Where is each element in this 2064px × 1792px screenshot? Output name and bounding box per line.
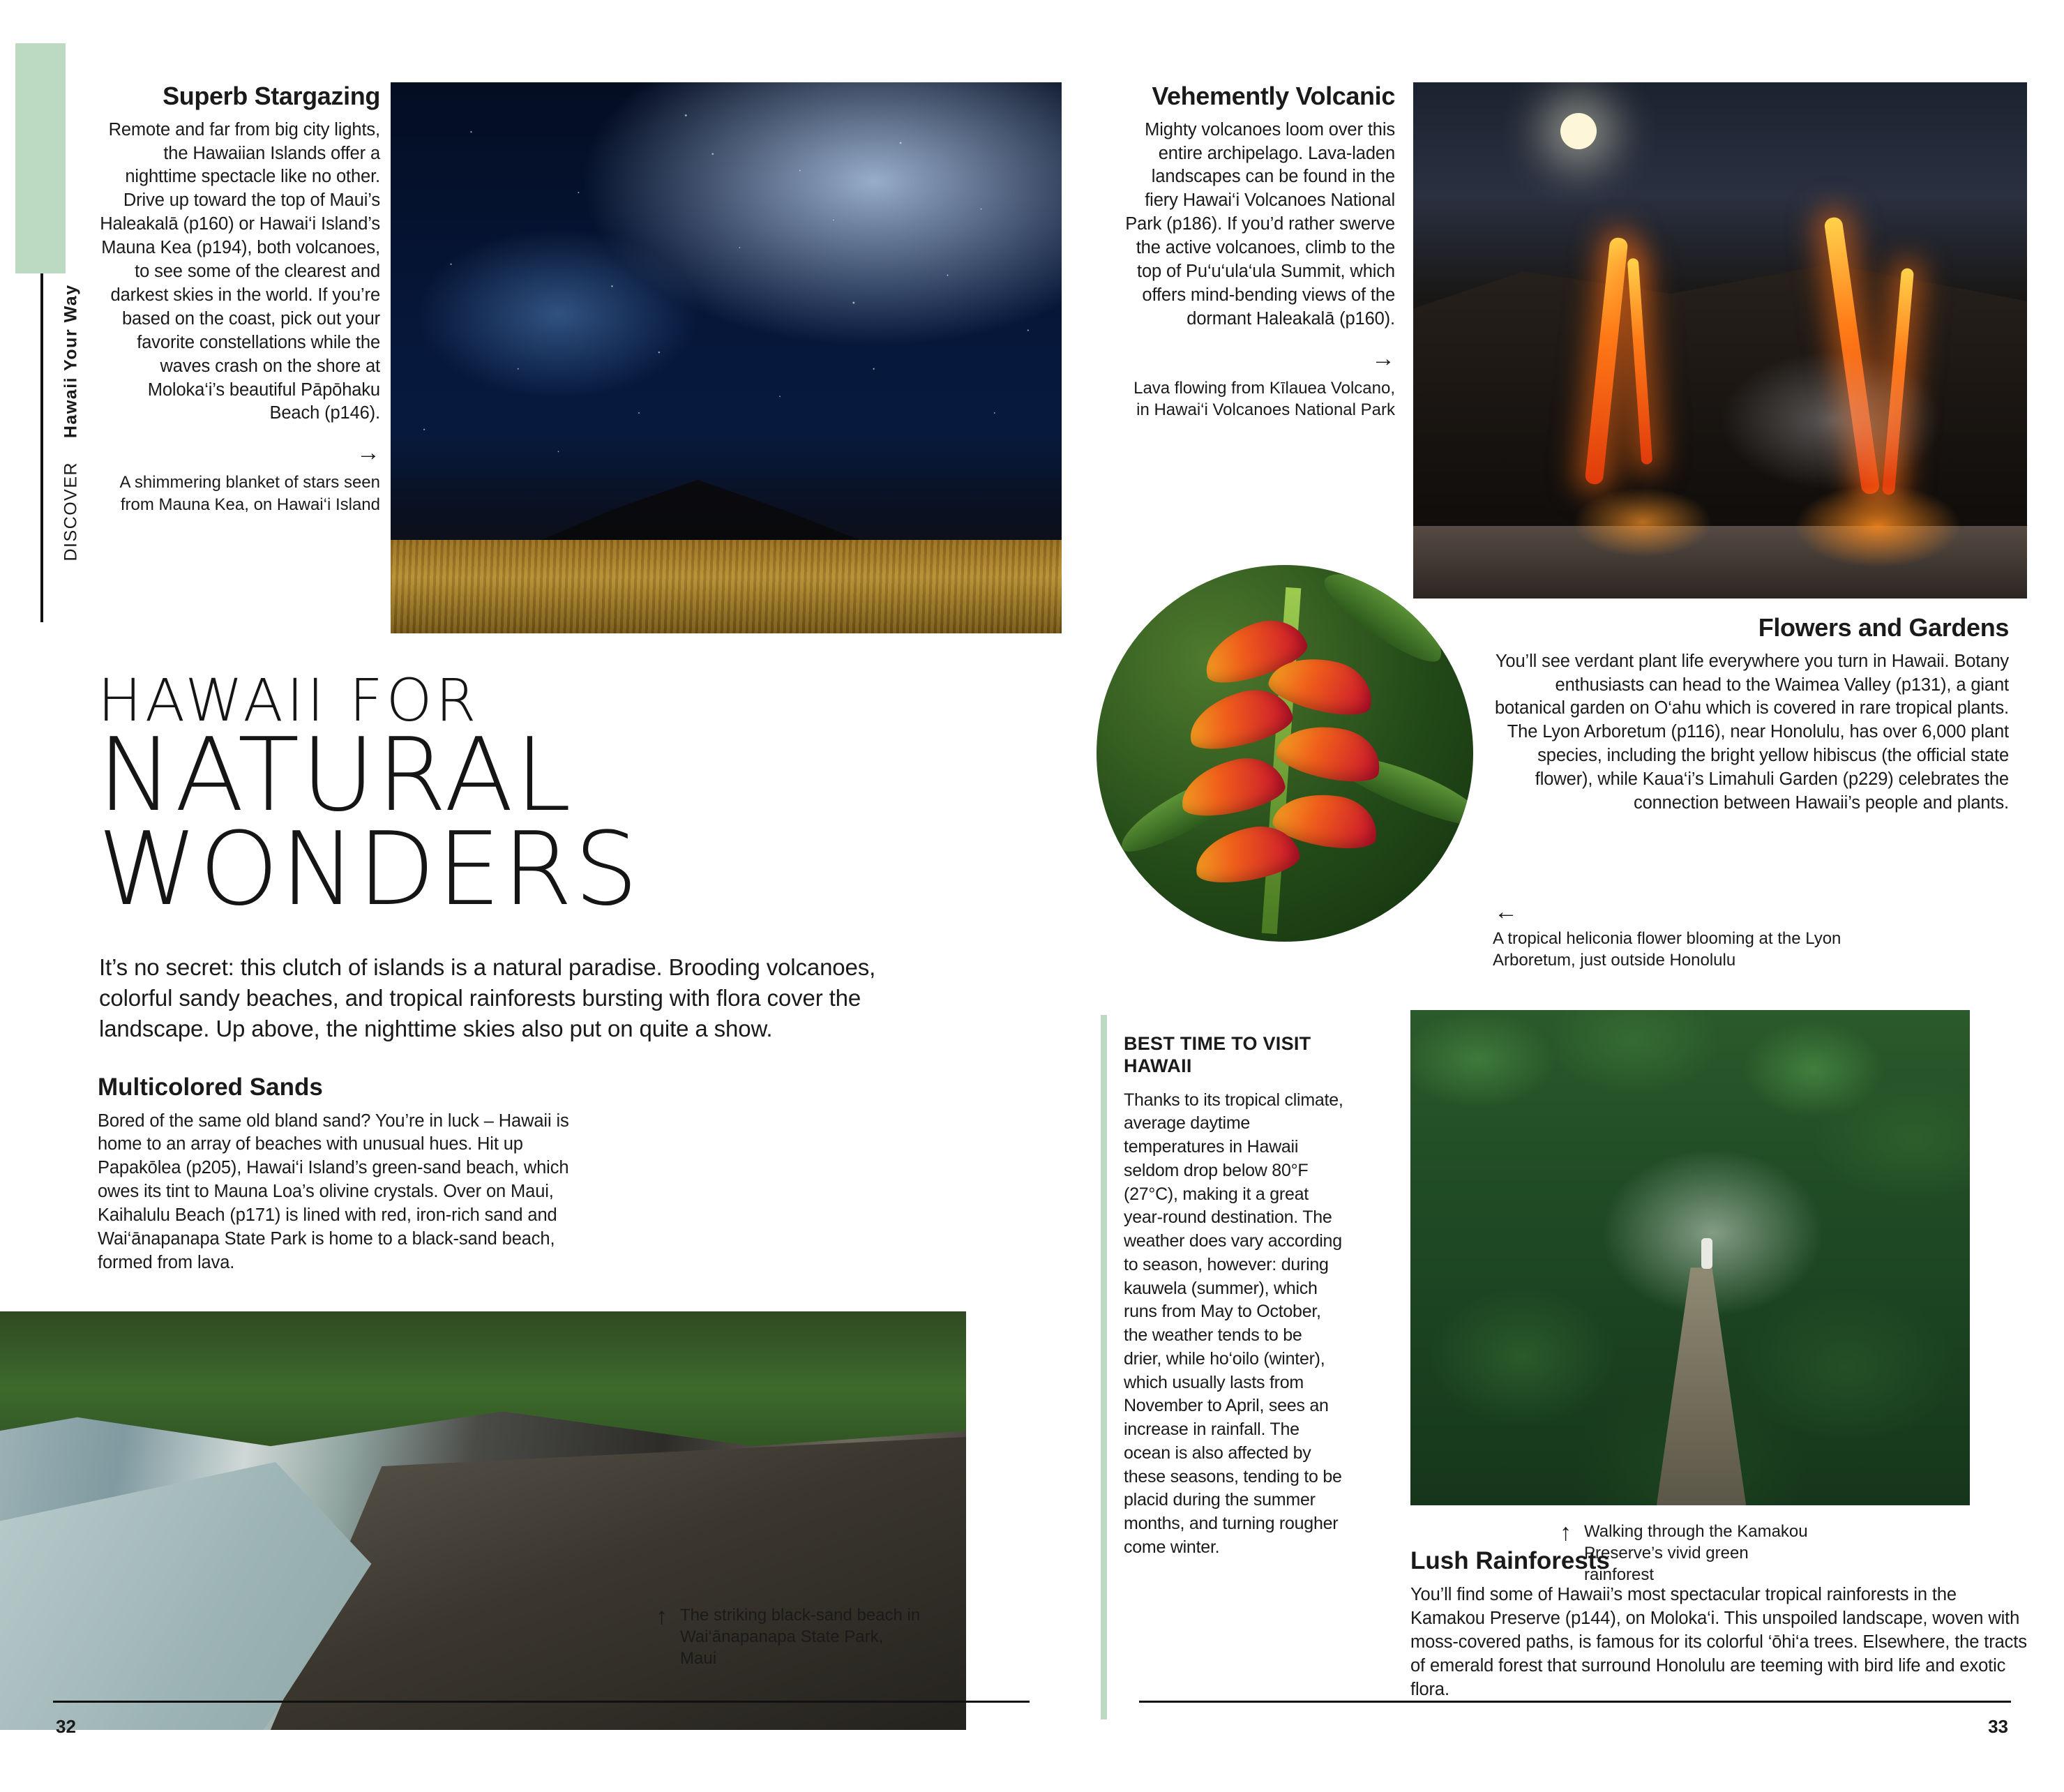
image-heliconia-flower <box>1090 558 1480 949</box>
arrow-up-icon: ↑ <box>656 1603 668 1629</box>
image-night-sky <box>391 82 1062 633</box>
page-number-right: 33 <box>1988 1716 2008 1737</box>
section-lush-rainforests <box>1410 1547 2027 1702</box>
volcanic-caption: Lava flowing from Kīlauea Volcano, in Hawai‘i Volcanoes National Park <box>1133 378 1395 419</box>
green-tab-marker <box>15 43 66 273</box>
section-flowers-gardens <box>1493 614 2009 815</box>
headline-line-2: NATURAL <box>98 716 573 834</box>
hiker-figure <box>1701 1238 1712 1269</box>
rainforests-title: Lush Rainforests <box>1410 1547 1610 1574</box>
headline-line-1: HAWAII FOR <box>98 666 480 735</box>
lava-glow <box>1794 484 1961 568</box>
arrow-right-icon: → <box>1371 345 1395 372</box>
sidebar-body: Thanks to its tropical climate, average daytime temperatures in Hawaii seldom drop below 80°F (27°C), making it a great year-round destination. The weather does vary according to season, however: during kauwela (summer), which runs from May to October, the weather tends to be drier, while ho‘oilo (winter), which usually lasts from November to April, sees an increase in rainfall. The ocean is also affected by these seasons, tending to be placid during the summer months, and turning rougher come winter. <box>1124 1090 1343 1557</box>
running-head <box>61 284 82 562</box>
arrow-right-icon: → <box>356 439 380 467</box>
lava-glow <box>1573 488 1712 557</box>
beach-caption: The striking black-sand beach in Wai‘ānapanapa State Park, Maui <box>680 1606 921 1669</box>
running-head-prefix: DISCOVER <box>61 461 81 562</box>
footer-rule-left <box>53 1701 1030 1703</box>
headline-line-3: WONDERS <box>98 810 640 928</box>
running-head-rule <box>40 273 43 622</box>
page-title <box>98 666 977 928</box>
beach-black-sand <box>271 1437 966 1730</box>
forest-caption: Walking through the Kamakou Preserve’s vivid green rainforest <box>1584 1522 1808 1585</box>
sidebar-title: BEST TIME TO VISIT HAWAII <box>1124 1033 1311 1076</box>
section-stargazing <box>98 82 380 515</box>
stargazing-caption: A shimmering blanket of stars seen from Mauna Kea, on Hawai‘i Island <box>119 473 380 514</box>
stargazing-title: Superb Stargazing <box>163 82 380 110</box>
sands-title: Multicolored Sands <box>98 1074 323 1101</box>
flowers-caption: A tropical heliconia flower blooming at the Lyon Arboretum, just outside Honolulu <box>1493 929 1841 970</box>
beach-caption-block <box>656 1604 921 1670</box>
sands-body: Bored of the same old bland sand? You’re in luck – Hawaii is home to an array of beaches with unusual hues. Hit up Papakōlea (p205), Hawai‘i Island’s green-sand beach, which owes its tint to Mauna Loa’s olivine crystals. Over on Maui, Kaihalulu Beach (p171) is lined with red, iron-rich sand and Wai‘ānapanapa State Park is home to a black-sand beach, formed from lava. <box>98 1110 569 1272</box>
arrow-left-icon: ← <box>1494 898 1518 925</box>
stargazing-body: Remote and far from big city lights, the Hawaiian Islands offer a nighttime spectacle like no other. Drive up toward the top of Maui’s Haleakalā (p160) or Hawai‘i Island’s Mauna Kea (p194), both volcanoes, to see some of the clearest and darkest skies in the world. If you’re based on the coast, pick out your favorite constellations while the waves crash on the shore at Moloka‘i’s beautiful Pāpōhaku Beach (p146). <box>100 119 380 423</box>
flowers-title: Flowers and Gardens <box>1758 613 2009 642</box>
arrow-up-icon: ↑ <box>1560 1519 1572 1546</box>
running-head-title: Hawaii Your Way <box>61 284 81 439</box>
image-rainforest <box>1410 1010 1970 1505</box>
steam-plume <box>1720 351 1943 490</box>
flowers-body: You’ll see verdant plant life everywhere you turn in Hawaii. Botany enthusiasts can head to the Waimea Valley (p131), a giant botanical garden on O‘ahu which is covered in rare tropical plants. The Lyon Arboretum (p116), near Honolulu, has over 6,000 plant species, including the bright yellow hibiscus (the official state flower), while Kaua‘i’s Limahuli Garden (p229) celebrates the connection between Hawaii’s people and plants. <box>1494 651 2009 813</box>
volcanic-body: Mighty volcanoes loom over this entire archipelago. Lava-laden landscapes can be found in the fiery Hawai‘i Volcanoes National Park (p186). If you’d rather swerve the active volcanoes, climb to the top of Pu‘u‘ula‘ula Summit, which offers mind-bending views of the dormant Haleakalā (p160). <box>1125 119 1395 329</box>
volcanic-title: Vehemently Volcanic <box>1152 82 1395 110</box>
image-lava-flow <box>1413 82 2027 598</box>
foreground-grass <box>391 540 1062 633</box>
section-volcanic <box>1123 82 1395 421</box>
intro-paragraph: It’s no secret: this clutch of islands is a natural paradise. Brooding volcanoes, colorful sandy beaches, and tropical rainforests bursting with flora cover the landscape. Up above, the nighttime skies also put on quite a show. <box>99 954 876 1042</box>
sidebar-best-time-to-visit <box>1101 1015 1359 1719</box>
footer-rule-right <box>1139 1701 2011 1703</box>
rainforests-body: You’ll find some of Hawaii’s most spectacular tropical rainforests in the Kamakou Preserve (p144), on Moloka‘i. This unspoiled landscape, woven with moss-covered paths, is famous for its colorful ‘ōhi‘a trees. Elsewhere, the tracts of emerald forest that surround Honolulu are teeming with bird life and exotic flora. <box>1410 1585 2027 1699</box>
moon <box>1560 113 1597 149</box>
section-multicolored-sands <box>98 1074 572 1275</box>
page-number-left: 32 <box>56 1716 76 1737</box>
